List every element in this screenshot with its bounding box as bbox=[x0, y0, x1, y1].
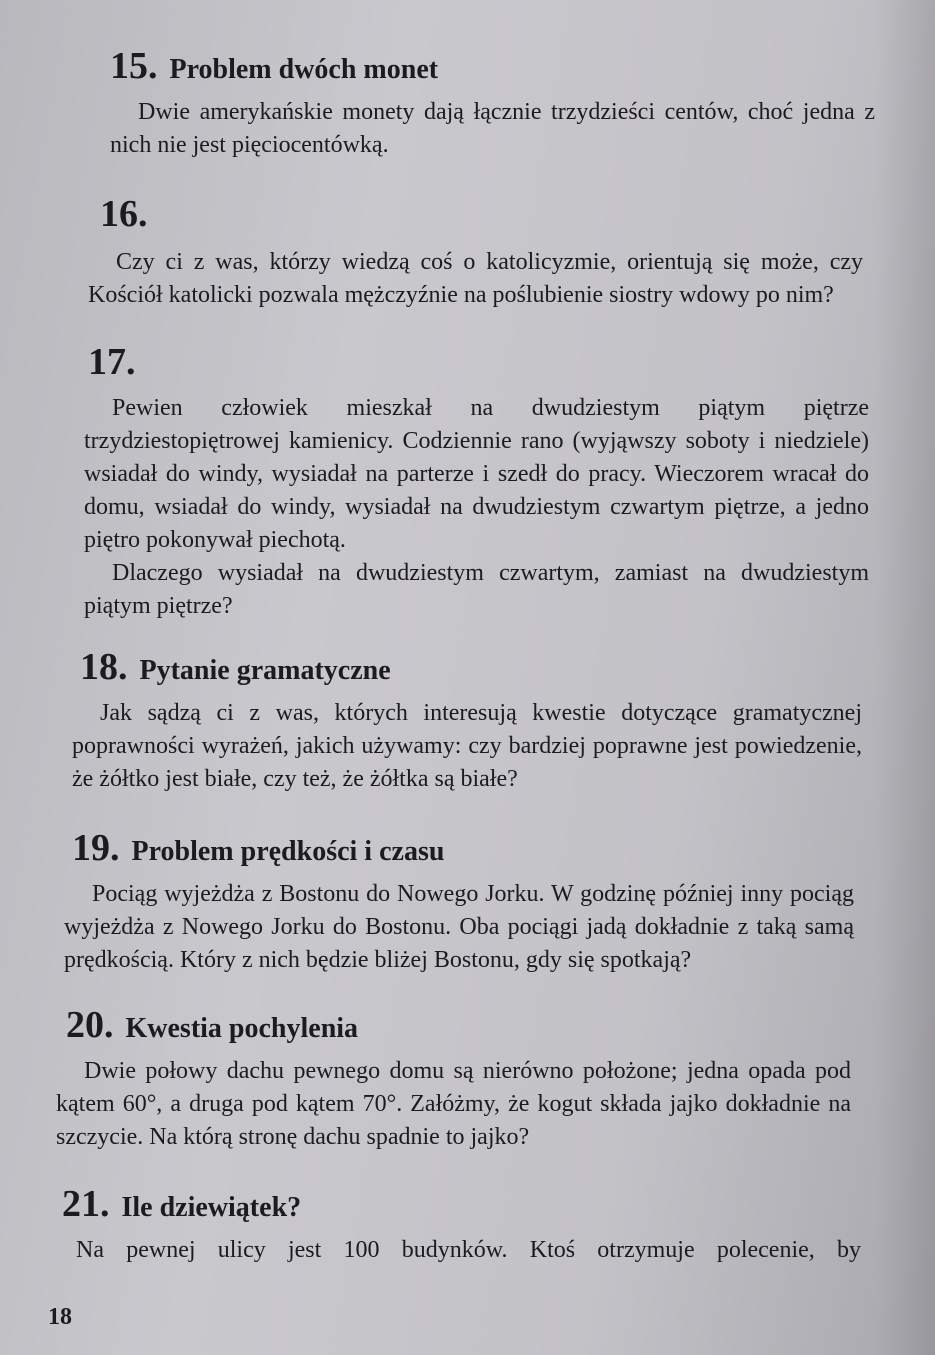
problem-number: 16. bbox=[100, 193, 148, 235]
problem-text: Dwie połowy dachu pewnego domu są nierówno położone; jedna opada pod kątem 60°, a druga pod kątem 70°. Załóżmy, że kogut składa jajko dokładnie na szczycie. Na którą stronę dachu spadnie to jajko? bbox=[56, 1058, 851, 1150]
problem-title: Problem prędkości i czasu bbox=[131, 836, 445, 867]
problem-text: Dlaczego wysiadał na dwudziestym czwartym, zamiast na dwudziestym piątym piętrze? bbox=[84, 560, 869, 619]
problem-text: Czy ci z was, którzy wiedzą coś o katolicyzmie, orientują się może, czy Kościół katolicki pozwala mężczyźnie na poślubienie siostry wdowy po nim? bbox=[88, 249, 863, 308]
problem-heading bbox=[110, 44, 900, 88]
problem-18 bbox=[72, 645, 870, 796]
problem-number: 21. bbox=[62, 1183, 110, 1225]
problem-17 bbox=[84, 340, 878, 623]
page-number: 18 bbox=[48, 1304, 72, 1330]
problem-heading bbox=[80, 645, 870, 689]
problem-number: 19. bbox=[72, 827, 120, 869]
problem-text: Pociąg wyjeżdża z Bostonu do Nowego Jorku. W godzinę później inny pociąg wyjeżdża z Nowego Jorku do Bostonu. Oba pociągi jadą dokładnie z taką samą prędkością. Który z nich będzie bliżej Bostonu, gdy się spotkają? bbox=[64, 881, 854, 973]
problem-text: Dwie amerykańskie monety dają łącznie trzydzieści centów, choć jedna z nich nie jest pięciocentówką. bbox=[110, 99, 875, 158]
problem-16 bbox=[88, 192, 890, 312]
problem-title: Problem dwóch monet bbox=[169, 54, 439, 85]
problem-title: Kwestia pochylenia bbox=[125, 1013, 359, 1044]
problem-text: Pewien człowiek mieszkał na dwudziestym piątym piętrze trzydziestopiętrowej kamienicy. Codziennie rano (wyjąwszy soboty i niedziele) wsiadał do windy, wysiadał na parterze i szedł do pracy. Wieczorem wracał do domu, wsiadał do windy, wysiadał na dwudziestym czwartym piętrze, a jedno piętro pokonywał piechotą. bbox=[84, 395, 869, 553]
problem-heading bbox=[66, 1003, 856, 1047]
problem-text: Na pewnej ulicy jest 100 budynków. Ktoś otrzymuje polecenie, by bbox=[76, 1237, 861, 1263]
problem-heading bbox=[62, 1182, 852, 1226]
problem-heading bbox=[72, 826, 862, 870]
problem-15 bbox=[110, 44, 900, 162]
problem-text: Jak sądzą ci z was, których interesują kwestie dotyczące gramatycznej poprawności wyrażeń, jakich używamy: czy bardziej poprawne jest powiedzenie, że żółtko jest białe, czy też, że żółtka są białe? bbox=[72, 700, 862, 792]
problem-number: 20. bbox=[66, 1004, 114, 1046]
problem-20 bbox=[56, 1003, 856, 1154]
problem-number: 18. bbox=[80, 646, 128, 688]
problem-number: 15. bbox=[110, 45, 158, 87]
problem-19 bbox=[64, 826, 862, 977]
problem-heading bbox=[100, 192, 890, 236]
problem-number: 17. bbox=[88, 341, 136, 383]
problem-title: Ile dziewiątek? bbox=[121, 1192, 302, 1223]
problem-21 bbox=[62, 1182, 861, 1267]
problem-title: Pytanie gramatyczne bbox=[139, 655, 391, 686]
problem-heading bbox=[88, 340, 878, 384]
